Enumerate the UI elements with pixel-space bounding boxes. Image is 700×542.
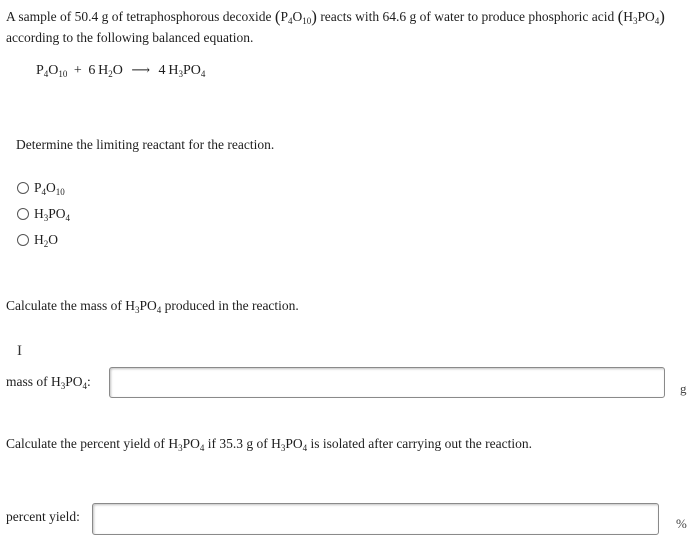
problem-intro: A sample of 50.4 g of tetraphosphorous decoxide $(P_4O_{10})$ reacts with 64.6 g of water to produce phosphoric acid $(H_3PO_4)$ according to the following balanced equation.	[6, 6, 665, 48]
percent-unit: %	[676, 516, 687, 531]
equation-h3po4: $H_3PO_4$	[168, 63, 206, 79]
percent-yield-input[interactable]	[92, 503, 659, 535]
percent-yield-label: percent yield:	[6, 509, 80, 524]
intro-text-2: reacts with 64.6 g of water to produce phosphoric acid	[316, 9, 618, 24]
intro-text-3: according to the following balanced equation.	[6, 30, 254, 45]
question-percent-yield: Calculate the percent yield of $H_3PO_4$ if 35.3 g of $H_3PO_4$ is isolated after carrying out the reaction.	[6, 436, 533, 453]
formula-p4o10: $P_4O_{10}$	[280, 9, 312, 26]
option-h2o[interactable]	[17, 230, 58, 250]
equation-coef-water: 6	[88, 63, 96, 78]
mass-input[interactable]	[109, 367, 665, 398]
option-label: $H_3PO_4$	[34, 206, 71, 223]
equation-h2o: $H_2O$	[98, 63, 123, 79]
radio-button[interactable]	[17, 208, 29, 220]
formula-h3po4: $H_3PO_4$	[623, 9, 660, 26]
equation-p4o10: $P_4O_{10}$	[36, 63, 68, 79]
balanced-equation	[36, 62, 205, 79]
equation-arrow-icon: ⟶	[131, 62, 151, 77]
mass-unit: g	[680, 381, 687, 396]
text-cursor-icon: I	[17, 343, 22, 359]
option-p4o10[interactable]	[17, 178, 65, 198]
option-label: $P_4O_{10}$	[34, 180, 65, 197]
mass-field-label: mass of $H_3PO_4$:	[6, 374, 91, 391]
equation-plus: +	[73, 63, 82, 78]
intro-text-1: A sample of 50.4 g of tetraphosphorous decoxide	[6, 9, 275, 24]
question-limiting-reactant: Determine the limiting reactant for the reaction.	[16, 137, 275, 152]
option-label: $H_2O$	[34, 232, 58, 249]
formula-h3po4: $H_3PO_4$	[125, 298, 162, 315]
equation-coef-acid: 4	[158, 63, 166, 78]
radio-button[interactable]	[17, 234, 29, 246]
option-h3po4[interactable]	[17, 204, 70, 224]
radio-button[interactable]	[17, 182, 29, 194]
question-mass: Calculate the mass of $H_3PO_4$ produced in the reaction.	[6, 298, 299, 315]
